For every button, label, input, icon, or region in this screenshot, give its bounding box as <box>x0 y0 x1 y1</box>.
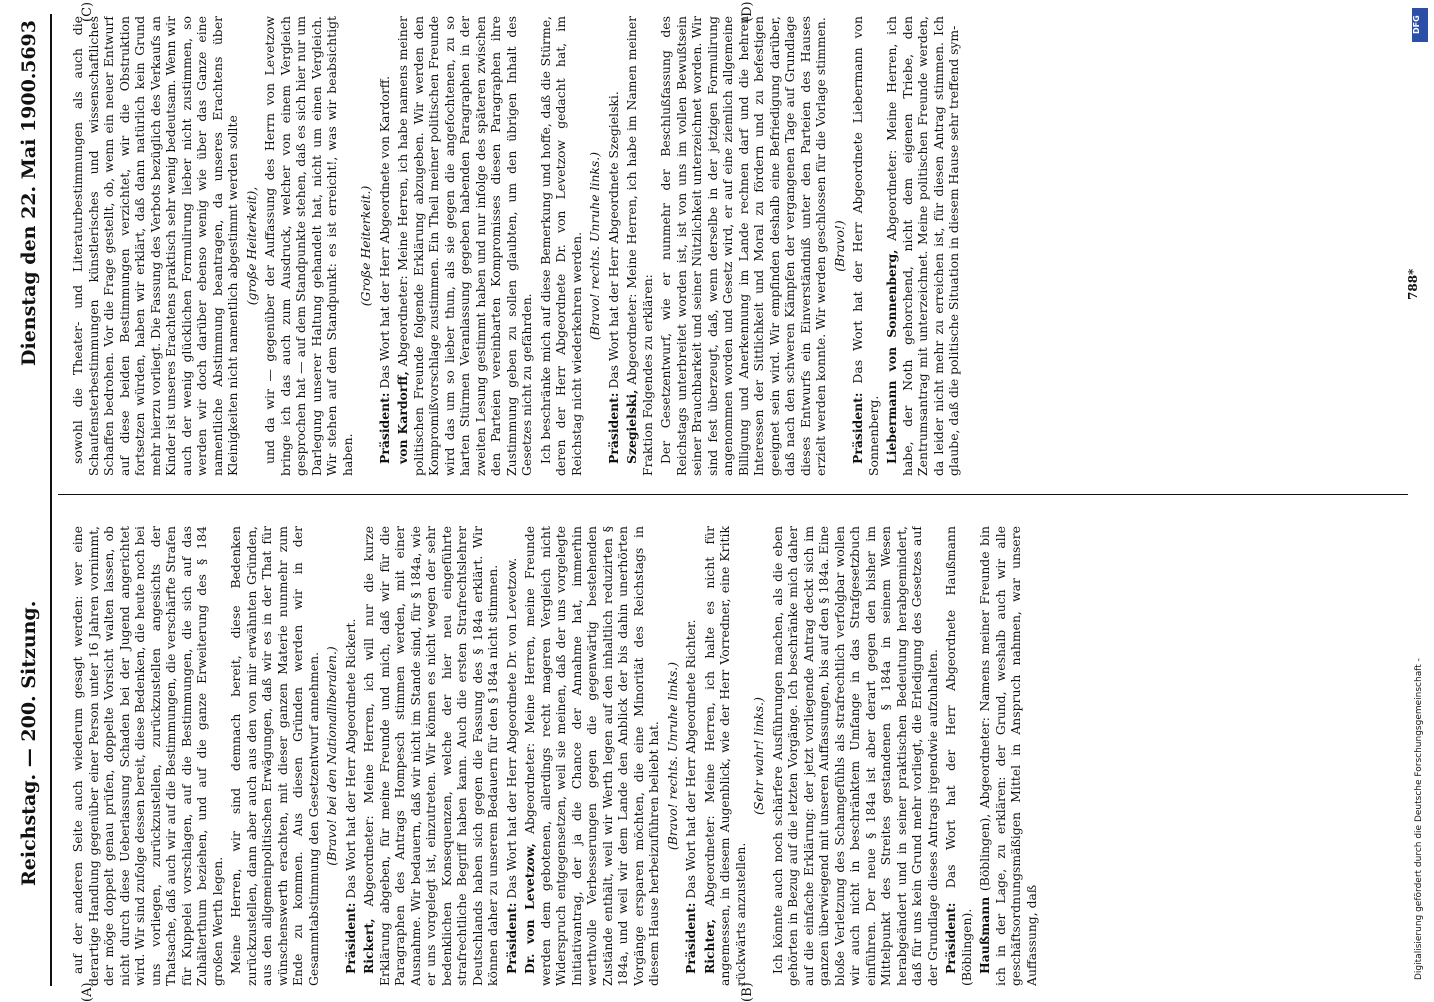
speaker-name: Präsident: <box>605 392 621 464</box>
header-date: Dienstag den 22. Mai 1900. <box>18 72 40 366</box>
paragraph: Präsident: Das Wort hat der Herr Abgeordnete Szegielski. <box>605 91 621 464</box>
speaker-name: Präsident: <box>342 902 358 974</box>
paragraph: Präsident: Das Wort hat der Herr Abgeordnete Liebermann von Sonnenberg. <box>850 16 881 476</box>
speaker-name: Liebermann von Sonnenberg, <box>884 249 899 464</box>
paragraph: Präsident: Das Wort hat der Herr Abgeordnete von Kardorff. <box>376 75 392 464</box>
interjection: (Bravo! rechts. Unruhe links.) <box>587 151 602 341</box>
text-column-right <box>70 16 1390 476</box>
paragraph: Meine Herren, wir sind demnach bereit, diese Bedenken zurückzustellen, dann aber auch aus den von mir erwähnten Gründen, aus den allgemeinpolitischen Erwägungen, daß wir es in der That für wünschenswerth erachten, mit dieser ganzen Materie nunmehr zum Ende zu kommen. Aus diesen Gründen werden wir in der Gesammtabstimmung den Gesetzentwurf annehmen. <box>228 526 321 986</box>
header-left: Reichstag. — 200. Sitzung. <box>18 600 40 886</box>
digitization-credit: Digitalisierung gefördert durch die Deutsche Forschungsgemeinschaft - <box>1414 658 1424 980</box>
paragraph: Liebermann von Sonnenberg, Abgeordneter: Meine Herren, ich habe, der Noth gehorchend, nicht dem eigenen Triebe, den Zentrumsantrag mit unterzeichnet. Meine politischen Freunde werden, da leider nicht mehr zu erreichen ist, für diesen Antrag stimmen. Ich glaube, daß die politische Situation in diesem Hause sehr treffend sym- <box>884 16 961 476</box>
paragraph: und da wir — gegenüber der Auffassung des Herrn von Levetzow bringe ich das auch zum Ausdruck, welcher von einem Vergleich gesprochen hat — auf dem Standpunkte stehen, daß es sich hier nur um Darlegung unserer Haltung gehandelt hat, nicht um einen Vergleich. Wir stehen auf dem Standpunkt: es ist erreicht!, was wir beabsichtigt haben. <box>262 16 355 476</box>
paragraph: Richter, Abgeordneter: Meine Herren, ich halte es nicht für angemessen, in diesem Augenblick, wie der Herr Vorredner, eine Kritik rückwärts anzustellen. <box>701 526 748 986</box>
speaker-name: Präsident: <box>376 392 392 464</box>
interjection: (Bravo!) <box>831 220 847 272</box>
speaker-name: Präsident: <box>850 392 865 464</box>
interjection: (Sehr wahr! links.) <box>751 697 766 815</box>
speaker-name: Dr. von Levetzow, <box>522 843 537 974</box>
paragraph: Szegielski, Abgeordneter: Meine Herren, ich habe im Namen meiner Fraktion Folgendes zu erklären: <box>624 16 655 476</box>
paragraph: Der Gesetzentwurf, wie er nunmehr der Beschlußfassung des Reichstags unterbreitet worden ist, ist von uns im vollen Bewußtsein seiner Brauchbarkeit und seiner Nützlichkeit unterzeichnet worden. Wir sind fest überzeugt, daß, wenn derselbe in der jetzigen Formulirung angenommen worden und Gesetz wird, er auf eine ziemlich allgemeine Billigung und Anerkennung im Lande rechnen darf und die hehren Interessen der Sittlichkeit und Moral zu fördern und zu befestigen geeignet sein wird. Wir empfinden deshalb eine Befriedigung darüber, daß nach den schweren Kämpfen der vergangenen Tage auf Grundlage dieses Entwurfs ein Einverständniß unter den Parteien des Hauses erzielt werden konnte. Wir werden geschlossen für die Vorlage stimmen. <box>658 16 828 476</box>
paragraph: Präsident: Das Wort hat der Herr Abgeordnete Haußmann (Böblingen). <box>943 526 974 986</box>
paragraph: Ich beschränke mich auf diese Bemerkung und hoffe, daß die Stürme, deren der Herr Abgeordnete Dr. von Levetzow gedacht hat, im Reichstag nicht wiederkehren werden. <box>537 16 584 476</box>
interjection: (große Heiterkeit), <box>243 186 259 306</box>
margin-mark-c: (C) <box>80 1 95 22</box>
paragraph: Rickert, Abgeordneter: Meine Herren, ich will nur die kurze Erklärung abgeben, für meine Freunde und mich, daß wir für die Paragraphen des Antrags Hompesch stimmen werden, mit einer Ausnahme. Wir bedauern, daß wir nicht im Stande sind, für § 184a, wie er uns vorgelegt ist, einzutreten. Wir können es nicht wegen der sehr bedenklichen Konsequenzen, welche der hier neu eingeführte strafrechtliche Begriff haben kann. Auch die ersten Strafrechtslehrer Deutschlands haben sich gegen die Fassung des § 184a erklärt. Wir können daher zu unserem Bedauern für den § 184a nicht stimmen. <box>361 526 500 986</box>
text-column-left <box>70 526 1390 986</box>
speaker-name: Präsident: <box>683 902 698 974</box>
paragraph: Präsident: Das Wort hat der Herr Abgeordnete Richter. <box>683 619 698 974</box>
interjection: (Große Heiterkeit.) <box>358 185 373 307</box>
interjection: (Bravo! bei den Nationalliberalen.) <box>324 646 339 866</box>
column-divider <box>58 494 1408 495</box>
paragraph: von Kardorff, Abgeordneter: Meine Herren, ich habe namens meiner politischen Freunde folgende Erklärung abzugeben. Wir werden den Kompromißvorschlage zustimmen. Ein Theil meiner politischen Freunde wird das um so lieber thun, als sie gegen die angefochtenen, zu so harten Stürmen Veranlassung gegeben habenden Paragraphen in der zweiten Lesung gestimmt haben und nur infolge des späteren zwischen den Parteien vereinbarten Kompromisses diesen Paragraphen ihre Zustimmung geben zu sollen glaubten, um den übrigen Inhalt des Gesetzes nicht zu gefährden. <box>395 16 534 476</box>
margin-mark-b: (B) <box>740 982 755 1002</box>
paragraph: auf der anderen Seite auch wiederum gesagt werden: wer eine derartige Handlung gegenüber einer Person unter 16 Jahren vornimmt, der möge doppelt genau prüfen, doppelte Vorsicht walten lassen, ob nicht durch diese Ueberlassung Schaden bei der Jugend angerichtet wird. Wir sind zufolge dessen bereit, diese Bedenken, die heute noch bei uns vorliegen, zurückzustellen, zurückzustellen angesichts der Thatsache, daß auch wir auf die Bestimmungen, die verschärfte Strafen für Kuppelei vorschlagen, auf die Bestimmungen, die sich auf das Zuhälterthum beziehen, und auf die ganze Erweiterung des § 184 großen Werth legen. <box>70 526 225 986</box>
sheet-signature: 788* <box>1406 268 1420 300</box>
paragraph: Ich könnte auch noch schärfere Ausführungen machen, als die eben gehörten in Bezug auf die letzten Vorgänge. Ich beschränke mich daher auf die einfache Erklärung: der jetzt vorliegende Antrag deckt sich im ganzen überwiegend mit unseren Auffassungen, bis auf den § 184a. Eine bloße Verletzung des Schamgefühls als strafrechtlich verfolgbar wollen wir auch nicht in beschränktem Umfange in das Strafgesetzbuch einführen. Der neue § 184a ist aber derart gegen den bisher im Mittelpunkt des Streites gestandenen § 184a in seinem Wesen herabgeändert und in seiner praktischen Bedeutung herabgemindert, daß für uns kein Grund mehr vorliegt, die Erledigung des Gesetzes auf der Grundlage dieses Antrags irgendwie aufzuhalten. <box>769 526 940 986</box>
speaker-name: Präsident: <box>503 902 519 974</box>
speaker-name: Szegielski, <box>624 389 639 464</box>
speaker-name: von Kardorff, <box>395 371 410 464</box>
speaker-name: Rickert, <box>361 918 376 974</box>
page-header <box>10 14 52 986</box>
speaker-name: Richter, <box>701 918 717 974</box>
dfg-badge: DFG <box>1412 8 1428 42</box>
interjection: (Bravo! rechts. Unruhe links.) <box>664 661 680 851</box>
paragraph: Haußmann (Böblingen), Abgeordneter: Namens meiner Freunde bin ich in der Lage, zu erklären: der Grund, weshalb auch wir alle geschäftsordnungsmäßigen Mittel in Anspruch nahmen, war unsere Auffassung, daß <box>977 526 1039 986</box>
margin-mark-a: (A) <box>80 982 95 1002</box>
paragraph: Präsident: Das Wort hat der Herr Abgeordnete Rickert. <box>342 618 358 974</box>
margin-mark-d: (D) <box>740 1 755 22</box>
page-number: 5693 <box>18 20 40 73</box>
paragraph: Dr. von Levetzow, Abgeordneter: Meine Herren, meine Freunde werden dem gebotenen, allerdings recht mageren Vergleich nicht Widerspruch entgegensetzen, weil sie meinen, daß der uns vorgelegte Initiativantrag, der ja die Chance der Annahme hat, immerhin werthvolle Verbesserungen gegen die gegenwärtig bestehenden Zustände enthält, weil wir Werth legen auf den inhaltlich reduzirten § 184a, und weil wir dem Lande den Anblick der bis dahin unerhörten Vorgänge ersparen möchten, die eine Minorität des Reichstags in diesem Hause herbeizuführen beliebt hat. <box>522 526 661 986</box>
speaker-name: Präsident: <box>943 902 958 974</box>
paragraph: sowohl die Theater- und Literaturbestimmungen als auch die Schaufensterbestimmungen künstlerisches und wissenschaftliches Schaffen bedrohen. Vor die Frage gestellt, ob, wenn ein neuer Entwurf auf diese beiden Bestimmungen verzichtet, wir die Obstruktion fortsetzen würden, haben wir erklärt, daß dann natürlich kein Grund mehr hierzu vorliegt. Die Fassung des Verbots bezüglich des Verkaufs an Kinder ist unseres Erachtens praktisch sehr wenig bedeutsam. Wenn wir auch der wenig glücklichen Formulirung lieber nicht zustimmen, so werden wir doch darüber ebenso wenig wie über das Ganze eine namentliche Abstimmung beantragen, da unseres Erachtens über Kleinigkeiten nicht namentlich abgestimmt werden sollte <box>70 16 240 476</box>
speaker-name: Haußmann <box>977 896 992 974</box>
paragraph: Präsident: Das Wort hat der Herr Abgeordnete Dr. von Levetzow. <box>503 557 519 974</box>
